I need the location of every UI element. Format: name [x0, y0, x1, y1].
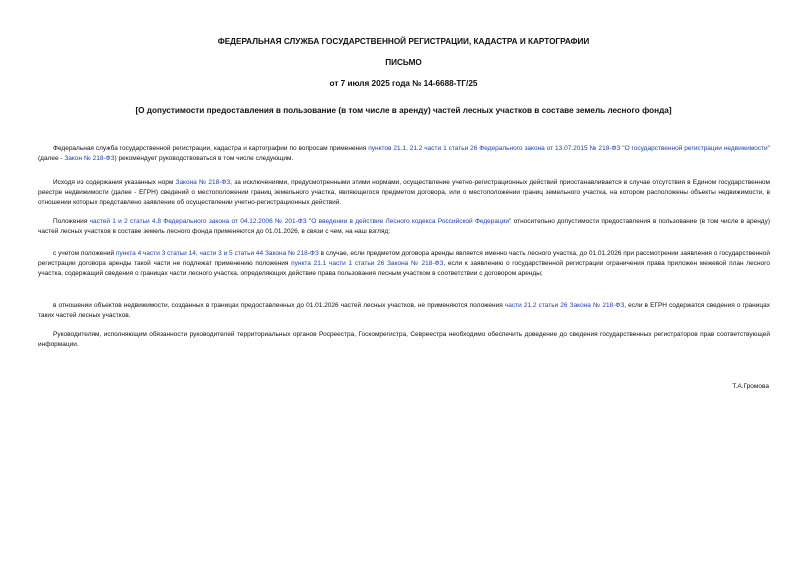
law-link[interactable]: пункта 21.1 части 1 статьи 26 Закона № 218-ФЗ: [291, 260, 444, 267]
document-type: ПИСЬМО: [385, 58, 422, 67]
paragraph-text: , за исключениями, предусмотренными этими нормами, осуществление учетно-регистрационных действий приостанавливается в случае отсутствия в Едином государственном реестре недвижимости (далее - ЕГРН) сведений о местоположении границ земельного участка, являющегося предметом договора, или о местоположении границ земельного участка, на котором расположены объекты недвижимости, в отношении которых представлено заявление об осуществлении учетно-регистрационных действий.: [38, 179, 770, 206]
paragraph-text: ) рекомендует руководствоваться в том числе следующим.: [114, 155, 294, 162]
signature: Т.А.Громова: [732, 383, 769, 390]
law-link[interactable]: частей 1 и 2 статьи 4.8 Федерального закона от 04.12.2006 № 201-ФЗ "О введении в действие Лесного кодекса Российской Федерации": [89, 218, 512, 225]
paragraph-6: [38, 330, 770, 350]
paragraph-4: [38, 249, 770, 279]
paragraph-text: с учетом положений: [53, 250, 116, 257]
paragraph-text: относительно допустимости предоставления в пользование (в том числе в аренду) частей лесных участков в составе земель лесного фонда применяются до 01.01.2026, в связи с чем, на наш взгляд:: [38, 218, 771, 235]
paragraph-3: [38, 217, 770, 237]
paragraph-text: , если к заявлению о государственной регистрации ограничения права приложен межевой план лесного участка, содержащий сведения о границах части лесного участка, определяющих действие права пользования лесным участком в соответствии с договором аренды;: [38, 260, 770, 277]
law-link[interactable]: Закон № 218-ФЗ: [64, 155, 115, 162]
paragraph-text: в отношении объектов недвижимости, созданных в границах предоставленных до 01.01.2026 частей лесных участков, не применяются положения: [53, 302, 505, 309]
paragraph-text: Федеральная служба государственной регистрации, кадастра и картографии по вопросам применения: [53, 145, 369, 152]
paragraph-1: [38, 144, 770, 164]
law-link[interactable]: Закона № 218-ФЗ: [175, 179, 231, 186]
paragraph-text: Руководителям, исполняющим обязанности руководителей территориальных органов Росреестра, Госкомрегистра, Севреестра необходимо обеспечить доведение до сведения государственных регистраторов прав соответствующей информации.: [38, 331, 770, 348]
document-date-number: от 7 июля 2025 года № 14-6688-ТГ/25: [329, 79, 478, 88]
law-link[interactable]: части 21.2 статьи 26 Закона № 218-ФЗ: [504, 302, 625, 309]
paragraph-text: Исходя из содержания указанных норм: [53, 179, 176, 186]
law-link[interactable]: пункта 4 части 3 статьи 14, части 3 и 5 статьи 44 Закона № 218-ФЗ: [115, 250, 319, 257]
paragraph-2: [38, 178, 770, 208]
paragraph-text: в случае, если предметом договора аренды является именно часть лесного участка, до 01.01.2026 при рассмотрении заявления о государственной регистрации договора аренды такой части не подлежат применению положения: [38, 250, 771, 267]
agency-title: ФЕДЕРАЛЬНАЯ СЛУЖБА ГОСУДАРСТВЕННОЙ РЕГИСТРАЦИИ, КАДАСТРА И КАРТОГРАФИИ: [217, 37, 590, 46]
document-subject: [О допустимости предоставления в пользование (в том числе в аренду) частей лесных участков в составе земель лесного фонда]: [135, 106, 672, 115]
paragraph-text: , если в ЕГРН содержатся сведения о границах таких частей лесных участков.: [38, 302, 770, 319]
law-link[interactable]: пунктов 21.1, 21.2 части 1 статьи 26 Федерального закона от 13.07.2015 № 218-ФЗ "О государственной регистрации недвижимости": [368, 145, 770, 152]
paragraph-text: Положения: [53, 218, 90, 225]
paragraph-text: (далее -: [38, 155, 65, 162]
paragraph-5: [38, 301, 770, 321]
